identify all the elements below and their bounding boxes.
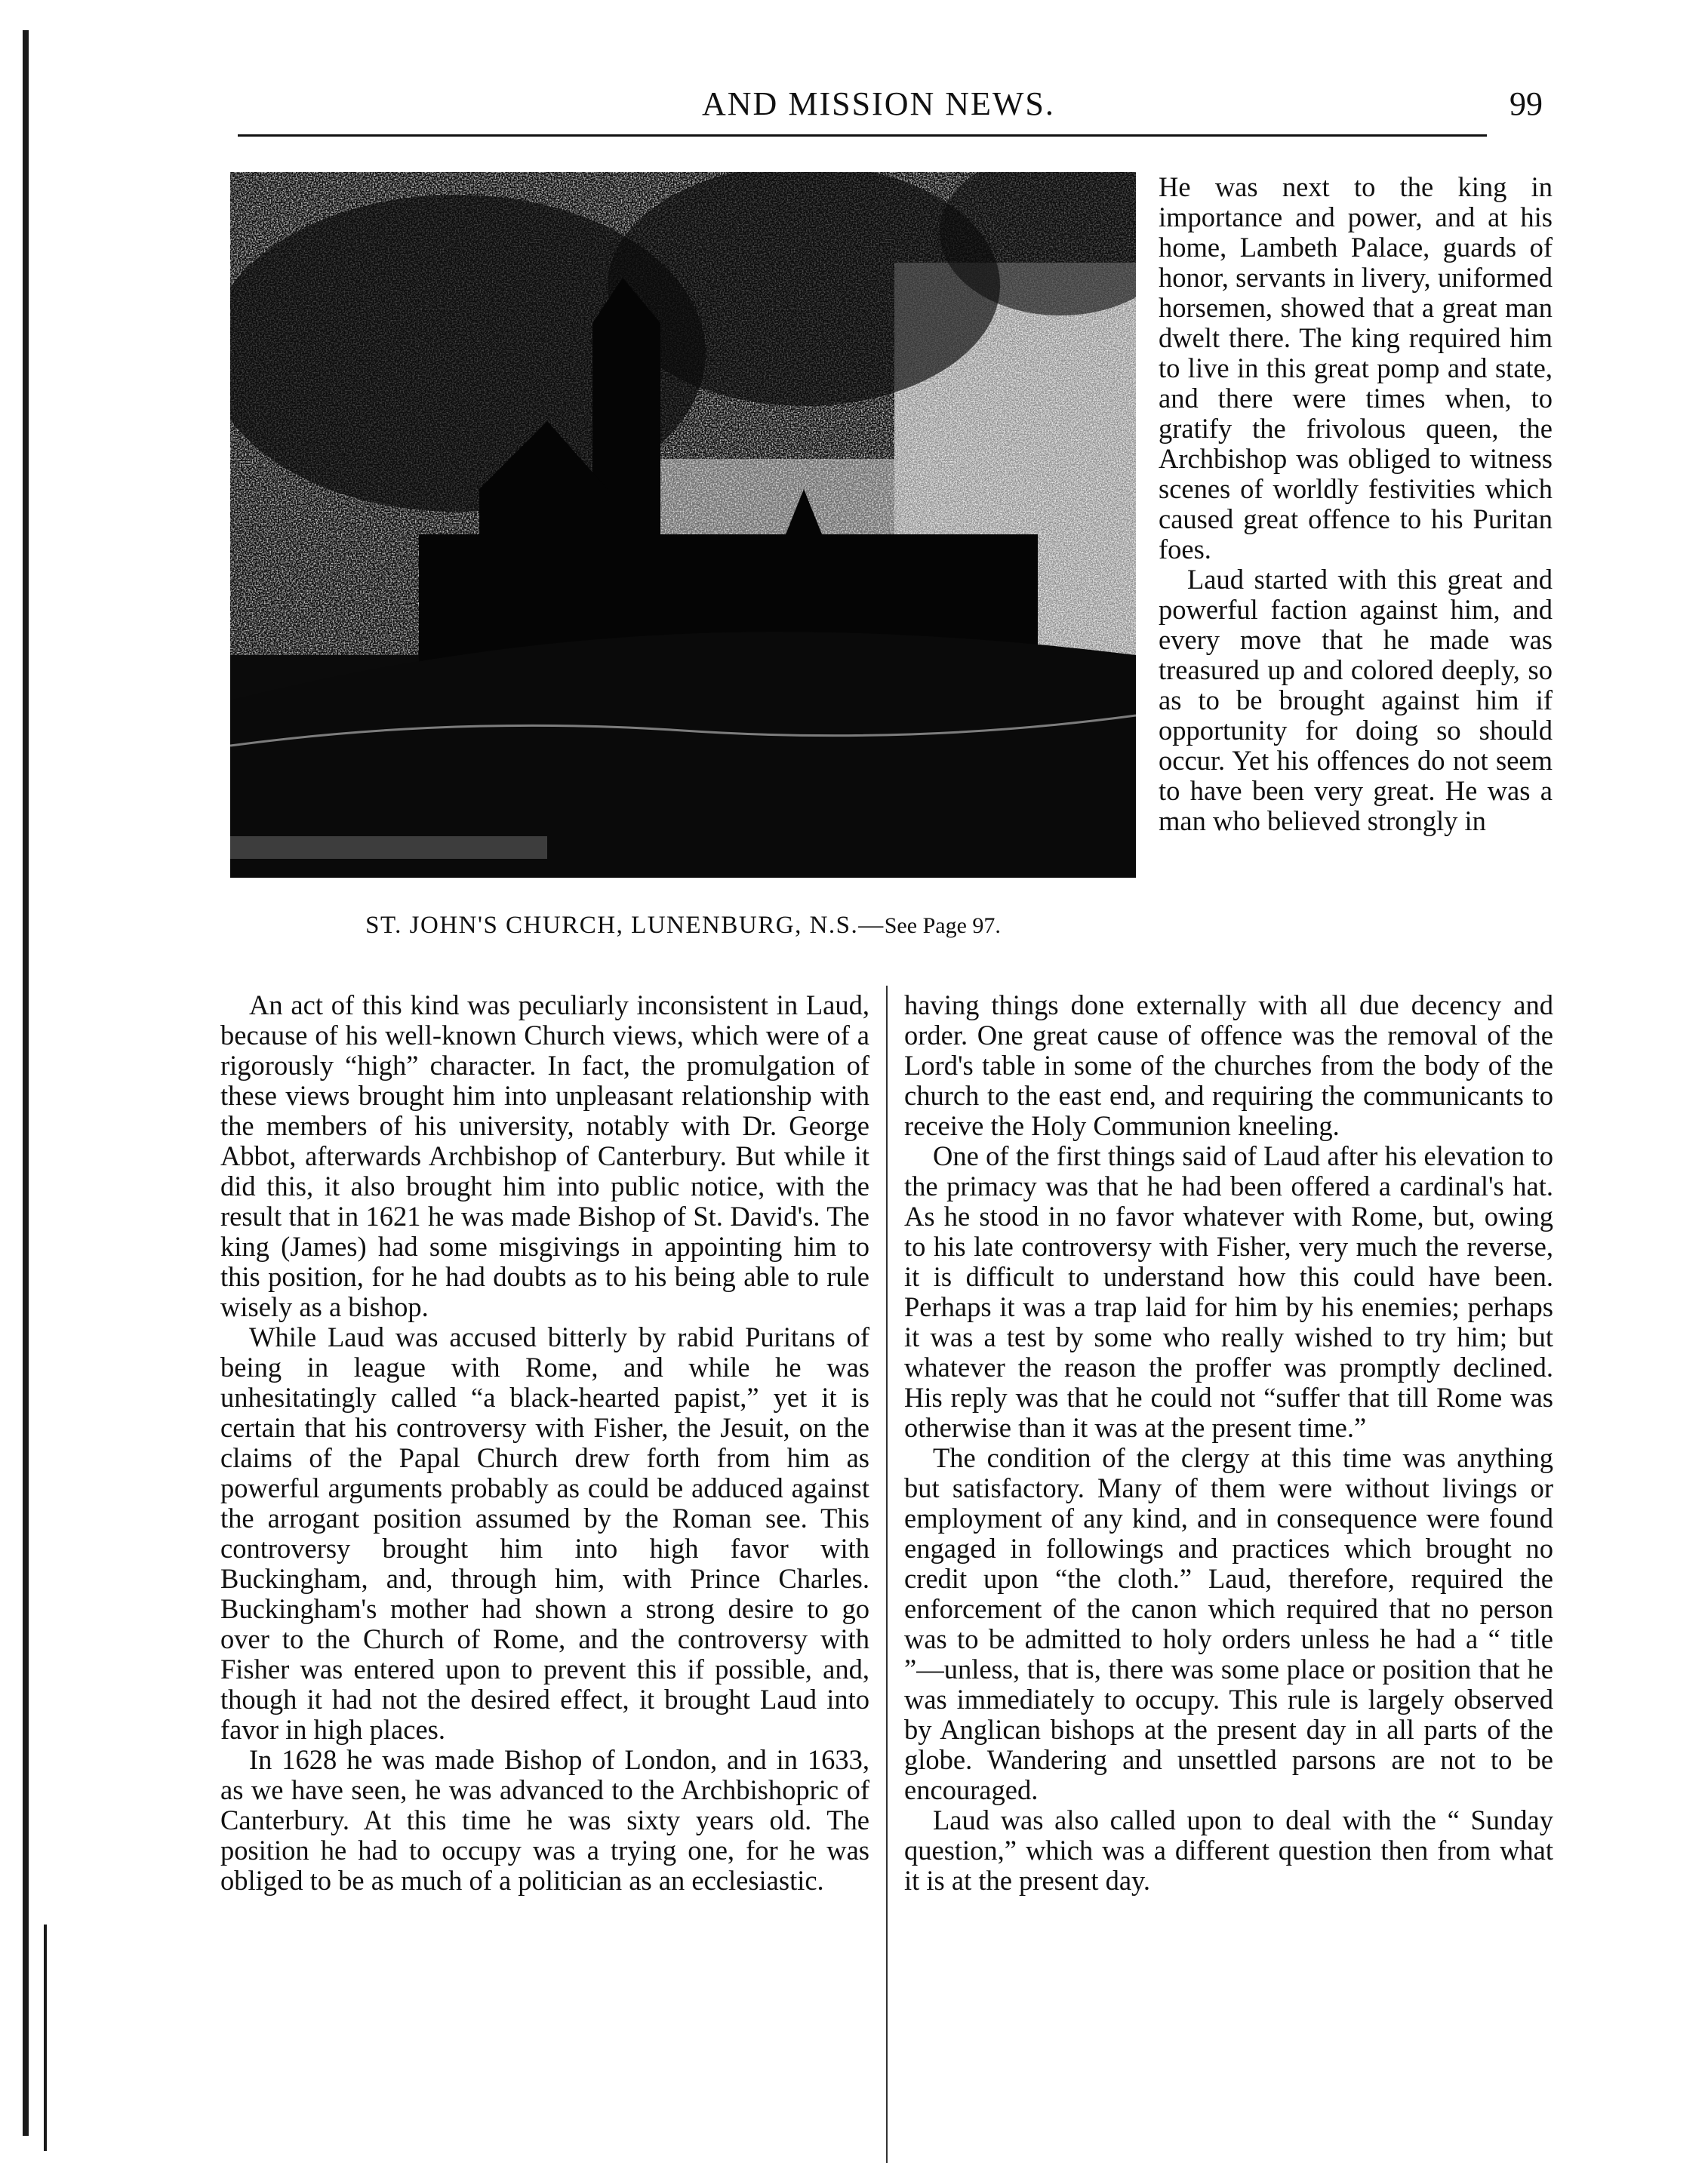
column-divider [886, 986, 888, 2163]
caption-title: ST. JOHN'S CHURCH, LUNENBURG, N.S.— [365, 912, 885, 939]
running-header: AND MISSION NEWS. [702, 85, 1055, 122]
paragraph: An act of this kind was peculiarly inconsistent in Laud, because of his well-known Church views, which were of a rigorously “high” character. In fact, the promulgation of these views brought him into unpleasant relationship with the members of his university, notably with Dr. George Abbot, afterwards Archbishop of Canterbury. But while it did this, it also brought him into public notice, with the result that in 1621 he was made Bishop of St. David's. The king (James) had some misgivings in appointing him to this position, for he had doubts as to his being able to rule wisely as a bishop. [220, 989, 869, 1322]
header-rule [238, 134, 1487, 137]
paragraph: Laud started with this great and powerful faction against him, and every move that he made was treasured up and colored deeply, so as to be brought against him if opportunity for doing so should occur. Yet his offences do not seem to have been very great. He was a man who believed strongly in [1159, 564, 1553, 836]
paragraph: In 1628 he was made Bishop of London, and in 1633, as we have seen, he was advanced to the Archbishopric of Canterbury. At this time he was sixty years old. The position he had to occupy was a trying one, for he was obliged to be as much of a politician as an ecclesiastic. [220, 1744, 869, 1896]
paragraph: The condition of the clergy at this time was anything but satisfactory. Many of them were without livings or employment of any kind, and in consequence were found engaged in followings and practices which brought no credit upon “the cloth.” Laud, therefore, required the enforcement of the canon which required that no person was to be admitted to holy orders unless he had a “ title ”—unless, that is, there was some place or position that he was immediately to occupy. This rule is largely observed by Anglican bishops at the present day in all parts of the globe. Wandering and unsettled parsons are not to be encouraged. [904, 1442, 1553, 1805]
caption-page-reference: See Page 97. [884, 913, 1001, 938]
page-edge-shadow [23, 30, 29, 2136]
page-number: 99 [1510, 85, 1543, 122]
page-edge-shadow-inner [44, 1925, 47, 2151]
paragraph: One of the first things said of Laud after his elevation to the primacy was that he had been offered a cardinal's hat. As he stood in no favor whatever with Rome, but, owing to his late controversy with Fisher, very much the reverse, it is difficult to understand how this could have been. Perhaps it was a trap laid for him by his enemies; perhaps it was a test by some who really wished to try him; but whatever the reason the proffer was promptly declined. His reply was that he could not “suffer that till Rome was otherwise than it was at the present time.” [904, 1140, 1553, 1443]
left-column [220, 990, 869, 1896]
paragraph: He was next to the king in importance and power, and at his home, Lambeth Palace, guards of honor, servants in livery, uniformed horsemen, showed that a great man dwelt there. The king required him to live in this great pomp and state, and there were times when, to gratify the frivolous queen, the Archbishop was obliged to witness scenes of worldly festivities which caused great offence to his Puritan foes. [1159, 171, 1553, 565]
church-photograph [230, 172, 1136, 878]
church-photograph-image [230, 172, 1136, 878]
right-column-lower [904, 990, 1553, 1896]
figure-caption [226, 912, 1140, 940]
paragraph: Laud was also called upon to deal with the “ Sunday question,” which was a different question then from what it is at the present day. [904, 1805, 1553, 1896]
paragraph: having things done externally with all due decency and order. One great cause of offence was the removal of the Lord's table in some of the churches from the body of the church to the east end, and requiring the communicants to receive the Holy Communion kneeling. [904, 989, 1553, 1141]
paragraph: While Laud was accused bitterly by rabid Puritans of being in league with Rome, and while he was unhesitatingly called “a black-hearted papist,” yet it is certain that his controversy with Fisher, the Jesuit, on the claims of the Papal Church drew forth from him as powerful arguments probably as could be adduced against the arrogant position assumed by the Roman see. This controversy brought him into high favor with Buckingham, and, through him, with Prince Charles. Buckingham's mother had shown a strong desire to go over to the Church of Rome, and the controversy with Fisher was entered upon to prevent this if possible, and, though it had not the desired effect, it brought Laud into favor in high places. [220, 1321, 869, 1745]
right-column-upper [1159, 172, 1553, 836]
